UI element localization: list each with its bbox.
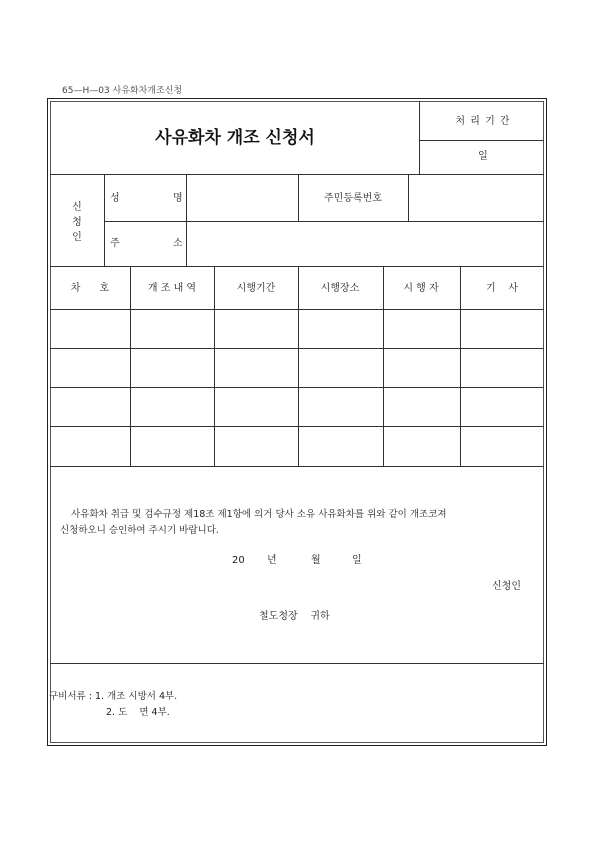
table-cell[interactable] — [461, 427, 543, 465]
processing-period-value: 일 — [478, 151, 488, 162]
processing-period-label: 처 리 기 간 — [455, 116, 511, 127]
table-cell[interactable] — [215, 349, 297, 386]
name-label-a: 성 — [110, 193, 120, 204]
address-field[interactable] — [188, 223, 542, 265]
table-cell[interactable] — [384, 310, 459, 347]
table-cell[interactable] — [299, 349, 382, 386]
date-month-label: 월 — [311, 555, 321, 566]
table-cell[interactable] — [51, 388, 129, 425]
applicant-section-label: 신 청 인 — [72, 202, 82, 243]
table-cell[interactable] — [299, 310, 382, 347]
header-executor: 시 행 자 — [403, 283, 439, 294]
statement-line-2: 신청하오니 승인하여 주시기 바랍니다. — [60, 525, 219, 536]
table-cell[interactable] — [461, 310, 543, 347]
table-cell[interactable] — [299, 427, 382, 465]
date-day-label: 일 — [352, 555, 362, 566]
table-cell[interactable] — [384, 388, 459, 425]
header-car-number: 차 호 — [70, 283, 110, 294]
address-label-a: 주 — [110, 238, 120, 249]
address-label-b: 소 — [173, 238, 183, 249]
table-cell[interactable] — [461, 349, 543, 386]
resident-id-field[interactable] — [410, 176, 542, 220]
table-cell[interactable] — [51, 427, 129, 465]
table-cell[interactable] — [51, 310, 129, 347]
attachments-line-1: 구비서류 : 1. 개조 시방서 4부. — [49, 691, 178, 702]
table-cell[interactable] — [461, 388, 543, 425]
table-cell[interactable] — [131, 310, 213, 347]
table-cell[interactable] — [215, 427, 297, 465]
form-title: 사유화차 개조 신청서 — [155, 128, 315, 148]
form-code: 65—H—03 사유화차개조신청 — [62, 86, 183, 96]
signer-label: 신청인 — [492, 581, 521, 592]
table-cell[interactable] — [131, 427, 213, 465]
date-year-label: 년 — [267, 555, 277, 566]
name-field[interactable] — [188, 176, 296, 220]
table-cell[interactable] — [131, 349, 213, 386]
name-label-b: 명 — [173, 193, 183, 204]
table-cell[interactable] — [131, 388, 213, 425]
resident-id-label: 주민등록번호 — [324, 193, 382, 204]
attachments-line-2: 2. 도 면 4부. — [106, 707, 170, 718]
table-cell[interactable] — [215, 388, 297, 425]
statement-line-1: 사유화차 취급 및 검수규정 제18조 제1항에 의거 당사 소유 사유화차를 위와 같이 개조코져 — [71, 509, 447, 520]
date-prefix: 20 — [232, 555, 245, 566]
table-cell[interactable] — [51, 349, 129, 386]
table-cell[interactable] — [299, 388, 382, 425]
table-cell[interactable] — [384, 349, 459, 386]
header-location: 시행장소 — [320, 283, 360, 294]
header-modification: 개 조 내 역 — [147, 283, 197, 294]
table-cell[interactable] — [215, 310, 297, 347]
table-cell[interactable] — [384, 427, 459, 465]
header-period: 시행기간 — [236, 283, 276, 294]
addressee: 철도청장 귀하 — [259, 611, 330, 622]
header-engineer: 기 사 — [485, 283, 519, 294]
